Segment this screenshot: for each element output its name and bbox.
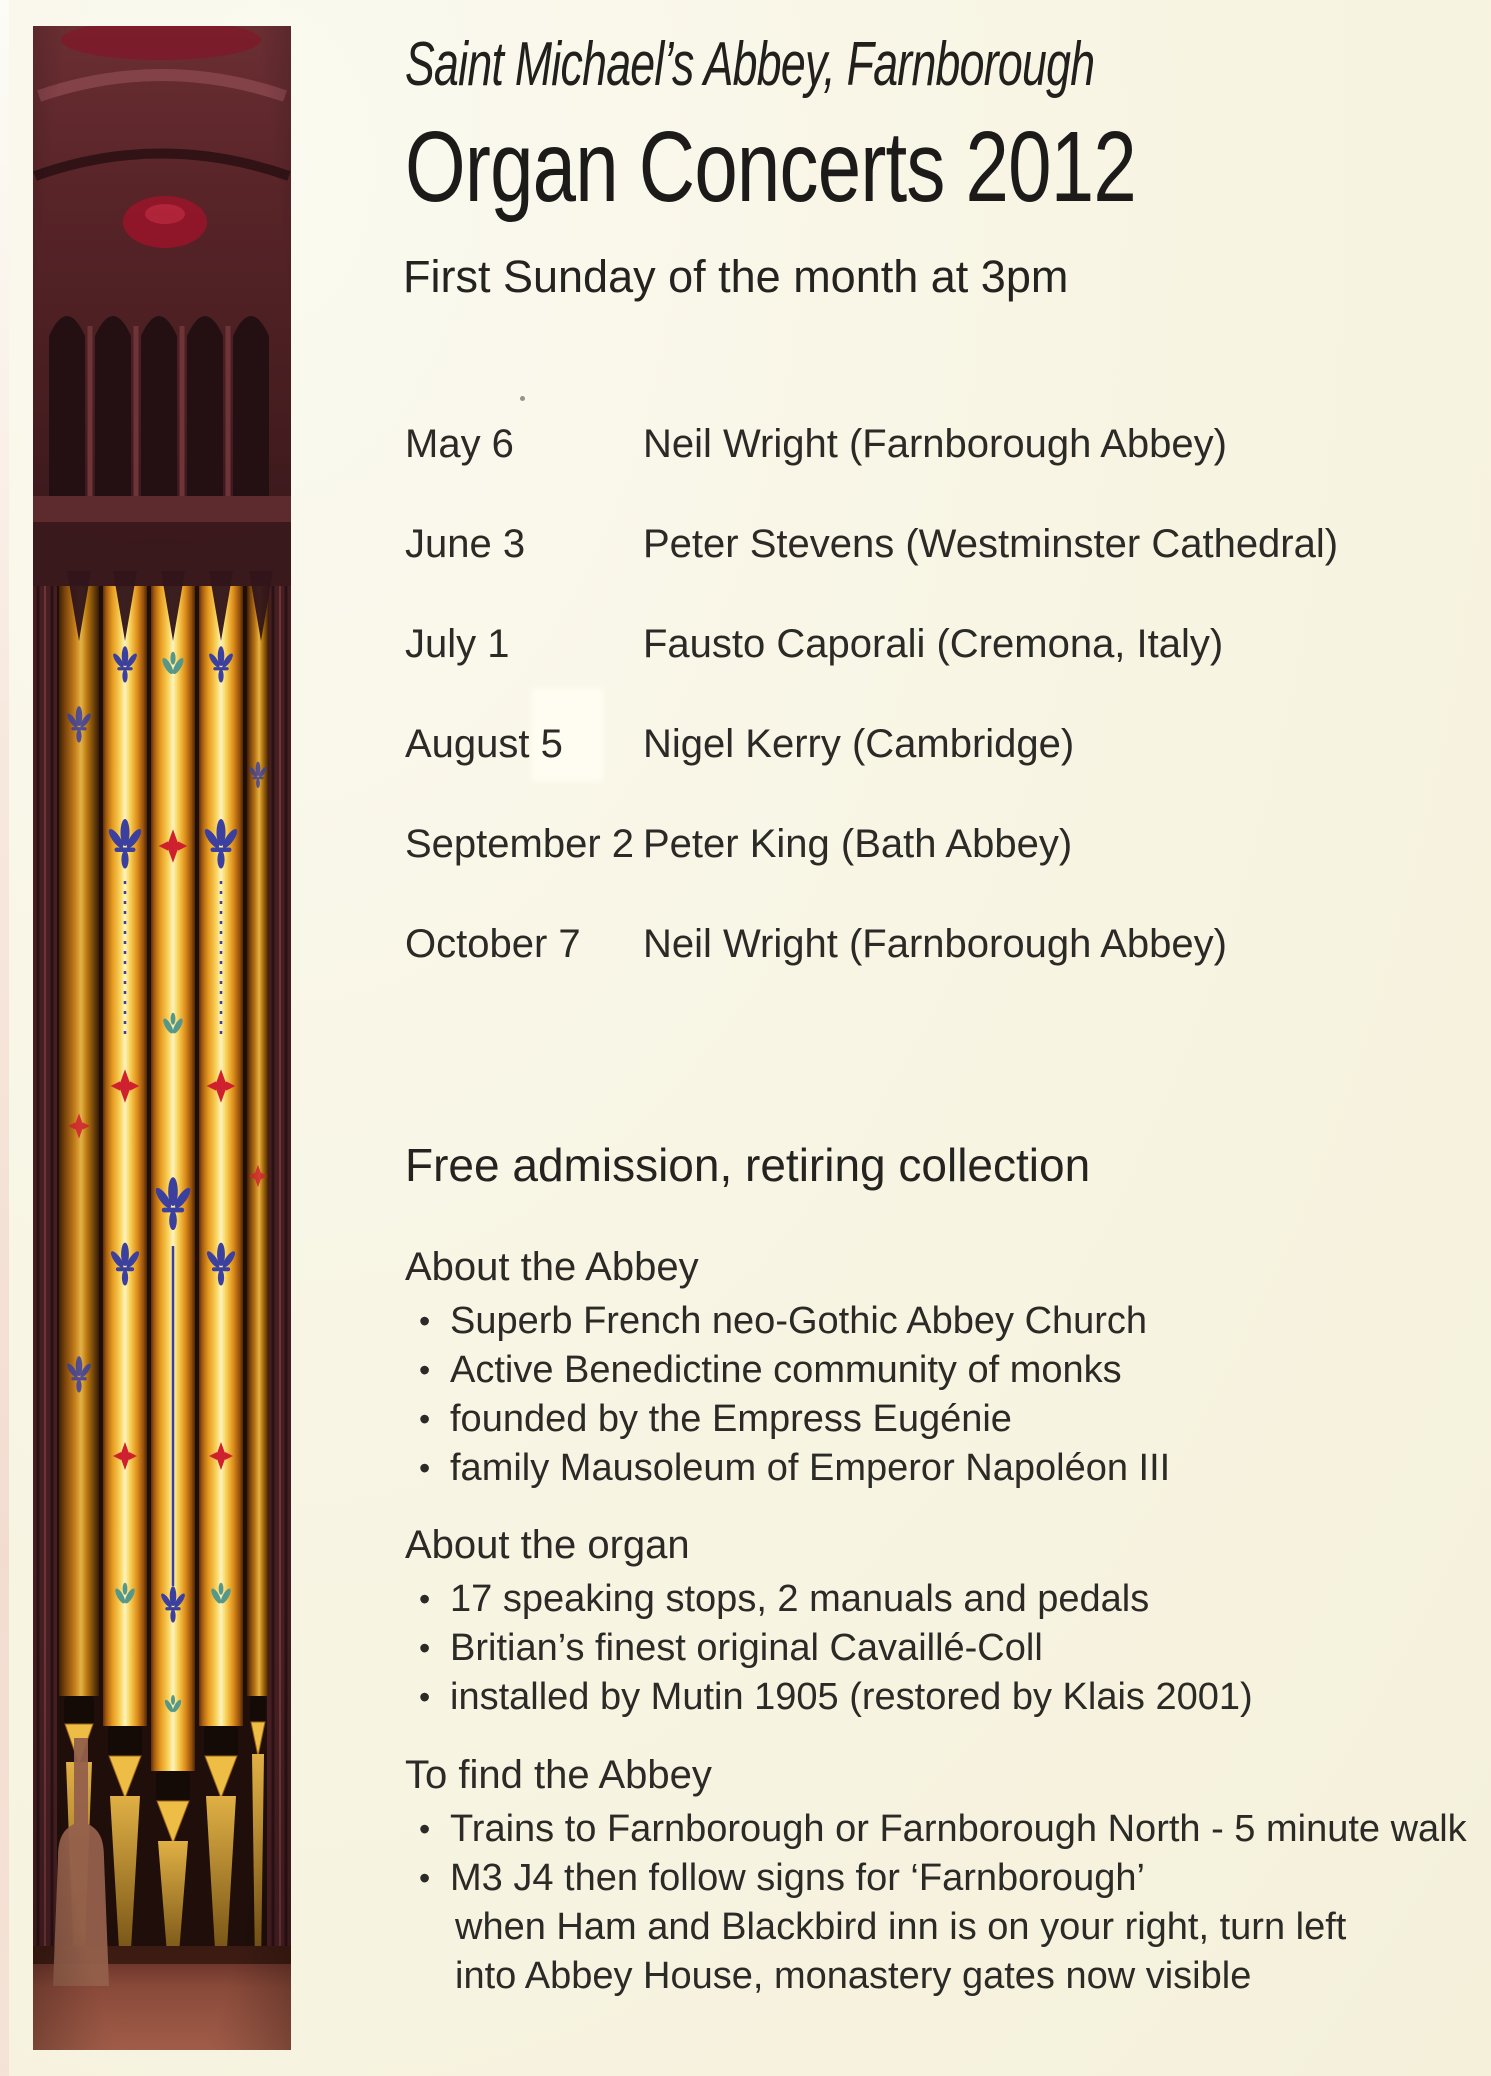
list-item [405, 1805, 1475, 1854]
section-directions [405, 1751, 1475, 2001]
concert-performer: Neil Wright (Farnborough Abbey) [643, 422, 1227, 466]
abbey-name: Saint Michael’s Abbey, Farnborough [405, 30, 1095, 99]
concert-date: September 2 [405, 822, 635, 866]
concert-date: August 5 [405, 722, 563, 766]
section-heading: About the organ [405, 1523, 690, 1567]
bullet-list [405, 1575, 1475, 1722]
schedule-row [405, 920, 1338, 968]
list-item-text: installed by Mutin 1905 (restored by Klais 2001) [450, 1676, 1253, 1718]
list-item [405, 1575, 1475, 1624]
scan-edge-artifact [0, 0, 9, 2076]
organ-pipes-photo [33, 26, 291, 2050]
section-about-organ [405, 1521, 1475, 1722]
concert-date: July 1 [405, 622, 510, 666]
list-item-text: founded by the Empress Eugénie [450, 1398, 1012, 1440]
section-heading: To find the Abbey [405, 1753, 712, 1797]
list-item-continuation: into Abbey House, monastery gates now visible [455, 1955, 1252, 1997]
list-item [405, 1854, 1475, 1903]
scan-speck [520, 396, 525, 401]
list-item-text: Trains to Farnborough or Farnborough North - 5 minute walk [450, 1808, 1467, 1850]
concert-performer: Peter Stevens (Westminster Cathedral) [643, 522, 1339, 566]
list-item [405, 1673, 1475, 1722]
bullet-icon: • [419, 1811, 431, 1847]
bullet-icon: • [419, 1352, 431, 1388]
bullet-icon: • [419, 1679, 431, 1715]
concert-date: October 7 [405, 922, 581, 966]
concert-date: June 3 [405, 522, 526, 566]
bullet-list [405, 1805, 1475, 2001]
bullet-icon: • [419, 1401, 431, 1437]
list-item-text: Active Benedictine community of monks [450, 1349, 1122, 1391]
schedule-row [405, 520, 1338, 568]
list-item-text: Britian’s finest original Cavaillé-Coll [450, 1627, 1043, 1669]
list-item-text: Superb French neo-Gothic Abbey Church [450, 1300, 1148, 1342]
organ-pipes-illustration [33, 26, 291, 2050]
page-title: Organ Concerts 2012 [405, 111, 1136, 223]
bullet-icon: • [419, 1303, 431, 1339]
concert-performer: Nigel Kerry (Cambridge) [643, 722, 1075, 766]
list-item-text: family Mausoleum of Emperor Napoléon III [450, 1447, 1171, 1489]
concert-performer: Peter King (Bath Abbey) [643, 822, 1073, 866]
bullet-list [405, 1297, 1475, 1493]
schedule-row [405, 420, 1338, 468]
concert-performer: Fausto Caporali (Cremona, Italy) [643, 622, 1224, 666]
concert-date: May 6 [405, 422, 514, 466]
list-item-text: M3 J4 then follow signs for ‘Farnborough’ [450, 1857, 1145, 1899]
bullet-icon: • [419, 1630, 431, 1666]
concert-schedule [405, 420, 1338, 968]
list-item-text: 17 speaking stops, 2 manuals and pedals [450, 1578, 1150, 1620]
list-item [405, 1624, 1475, 1673]
list-item [405, 1346, 1475, 1395]
list-item [405, 1444, 1475, 1493]
schedule-row [405, 720, 1338, 768]
subtitle: First Sunday of the month at 3pm [403, 251, 1069, 302]
section-heading: About the Abbey [405, 1245, 699, 1289]
bullet-icon: • [419, 1860, 431, 1896]
photo-vignette [33, 26, 291, 2050]
bullet-icon: • [419, 1450, 431, 1486]
schedule-row [405, 820, 1338, 868]
list-item-continuation: when Ham and Blackbird inn is on your right, turn left [455, 1906, 1347, 1948]
section-about-abbey [405, 1243, 1475, 1493]
list-item [405, 1297, 1475, 1346]
bullet-icon: • [419, 1581, 431, 1617]
concert-performer: Neil Wright (Farnborough Abbey) [643, 922, 1227, 966]
admission-heading: Free admission, retiring collection [405, 1139, 1091, 1191]
schedule-row [405, 620, 1338, 668]
list-item [405, 1395, 1475, 1444]
